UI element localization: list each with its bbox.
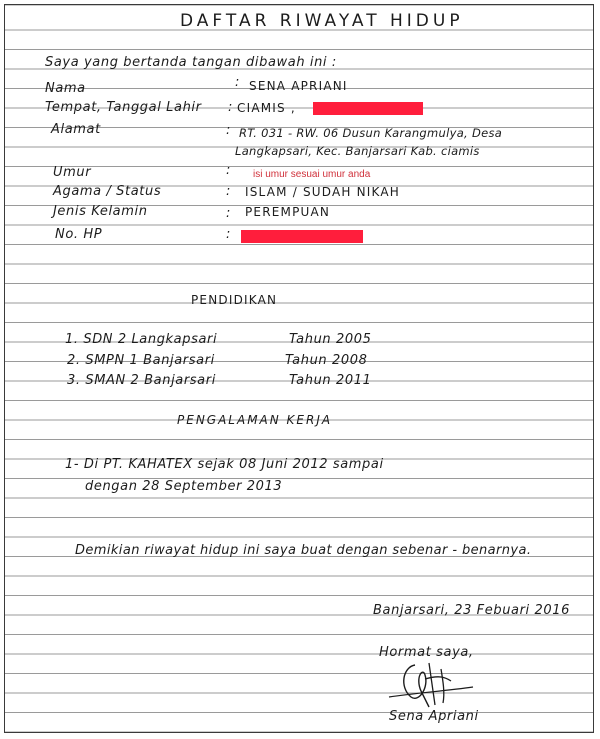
intro-text: Saya yang bertanda tangan dibawah ini : [45,55,337,70]
signer-name: Sena Apriani [389,709,479,724]
handwritten-signature [385,657,475,713]
redaction-phone [241,230,363,243]
colon-ttl: : [228,100,233,115]
colon-agama: : [226,184,231,199]
education-item-2: 2. SMPN 1 Banjarsari [67,353,215,368]
value-ttl: CIAMIS , [237,101,296,115]
value-nama: SENA APRIANI [249,79,348,93]
label-umur: Umur [53,165,92,180]
experience-line-2: dengan 28 September 2013 [85,479,283,494]
label-no-hp: No. HP [55,227,103,242]
colon-umur: : [226,163,231,178]
value-alamat-line2: Langkapsari, Kec. Banjarsari Kab. ciamis [235,144,480,158]
redaction-birthdate [313,102,423,115]
document-title: DAFTAR RIWAYAT HIDUP [180,11,464,31]
label-agama: Agama / Status [53,184,162,199]
colon-nama: : [235,75,240,90]
colon-no-hp: : [226,227,231,242]
label-jenis-kelamin: Jenis Kelamin [53,204,148,219]
value-agama: ISLAM / SUDAH NIKAH [245,185,401,199]
education-item-3: 3. SMAN 2 Banjarsari [67,373,216,388]
education-year-2: Tahun 2008 [285,353,368,368]
education-year-1: Tahun 2005 [289,332,372,347]
place-date: Banjarsari, 23 Febuari 2016 [373,603,570,618]
colon-jenis-kelamin: : [226,206,231,221]
experience-heading: PENGALAMAN KERJA [177,413,333,427]
cv-sheet [4,4,594,733]
value-jenis-kelamin: PEREMPUAN [245,205,331,219]
education-year-3: Tahun 2011 [289,373,372,388]
closing-statement: Demikian riwayat hidup ini saya buat dengan sebenar - benarnya. [75,543,532,558]
education-heading: PENDIDIKAN [191,293,278,307]
age-note: isi umur sesuai umur anda [253,169,371,180]
label-alamat: Alamat [51,122,101,137]
label-nama: Nama [45,81,86,96]
regards-text: Hormat saya, [379,645,474,660]
label-ttl: Tempat, Tanggal Lahir [45,100,202,115]
colon-alamat: : [226,123,231,138]
education-item-1: 1. SDN 2 Langkapsari [65,332,218,347]
value-alamat-line1: RT. 031 - RW. 06 Dusun Karangmulya, Desa [239,126,503,140]
experience-line-1: 1- Di PT. KAHATEX sejak 08 Juni 2012 sampai [65,457,384,472]
